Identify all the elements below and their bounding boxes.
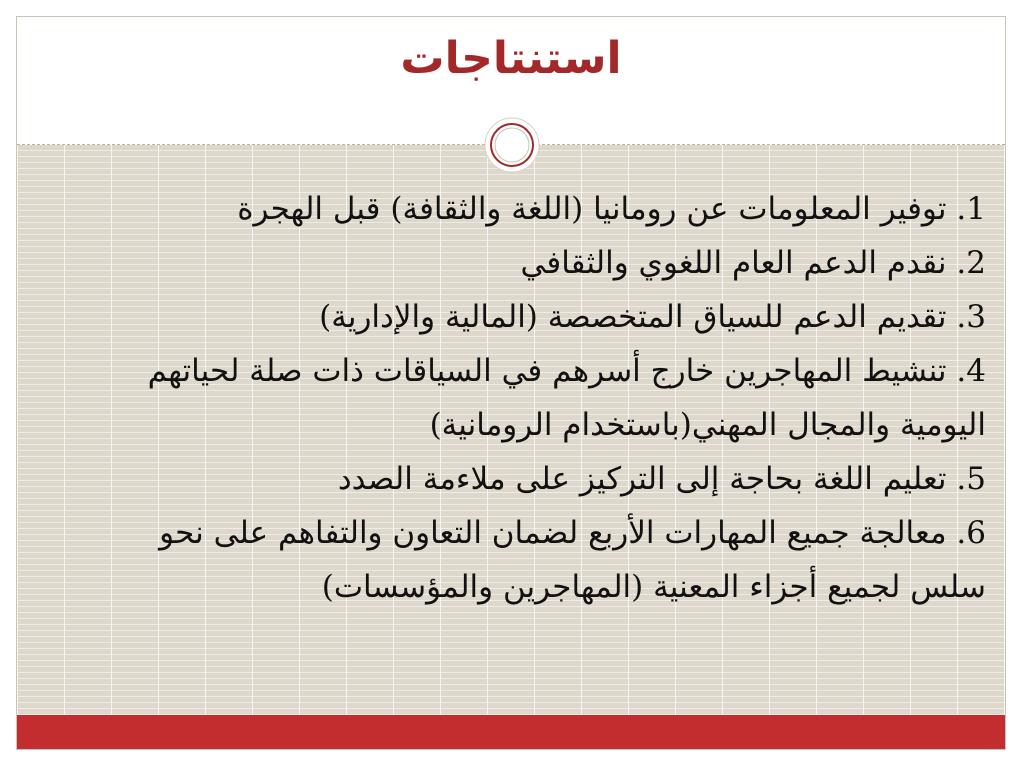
list-item: 6. معالجة جميع المهارات الأربع لضمان التعاون والتفاهم على نحو سلس لجميع أجزاء المعنية (المهاجرين والمؤسسات) xyxy=(159,515,986,605)
slide-title: استنتاجات xyxy=(400,33,622,84)
list-item: 3. تقديم الدعم للسياق المتخصصة (المالية والإدارية) xyxy=(319,299,986,335)
list-item: 1. توفير المعلومات عن رومانيا (اللغة والثقافة) قبل الهجرة xyxy=(237,191,986,227)
conclusions-list xyxy=(86,182,986,614)
footer-bar xyxy=(17,715,1005,749)
list-item: 5. تعليم اللغة بحاجة إلى التركيز على ملاءمة الصدد xyxy=(337,461,986,497)
circle-ornament-icon xyxy=(484,117,540,173)
list-item: 4. تنشيط المهاجرين خارج أسرهم في السياقات ذات صلة لحياتهم اليومية والمجال المهني(باستخدام الرومانية) xyxy=(147,353,986,443)
list-item: 2. نقدم الدعم العام اللغوي والثقافي xyxy=(520,245,986,281)
